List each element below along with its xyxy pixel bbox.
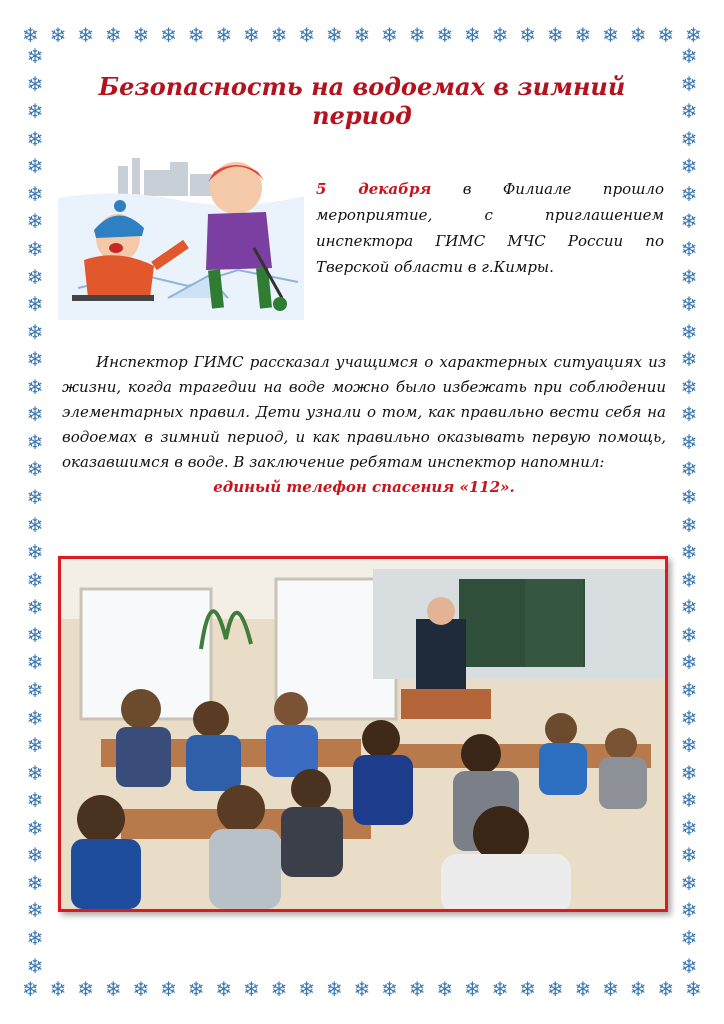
snowflake-icon: ❄	[680, 788, 698, 813]
border-right	[676, 46, 702, 976]
snowflake-icon: ❄	[680, 457, 698, 482]
snowflake-icon: ❄	[491, 977, 509, 1001]
snowflake-icon: ❄	[160, 23, 177, 47]
snowflake-icon: ❄	[26, 622, 44, 647]
snowflake-icon: ❄	[680, 512, 698, 537]
snowflake-icon: ❄	[408, 977, 426, 1001]
snowflake-icon: ❄	[464, 23, 481, 47]
event-date: 5 декабря	[316, 180, 432, 198]
snowflake-icon: ❄	[353, 977, 371, 1001]
rescue-phone-line: единый телефон спасения «112».	[213, 478, 515, 496]
snowflake-icon: ❄	[298, 977, 316, 1001]
snowflake-icon: ❄	[26, 733, 44, 758]
snowflake-icon: ❄	[26, 567, 44, 592]
snowflake-icon: ❄	[519, 23, 537, 47]
snowflake-icon: ❄	[26, 953, 44, 976]
snowflake-icon: ❄	[26, 760, 44, 785]
snowflake-icon: ❄	[26, 264, 44, 289]
body-paragraph	[62, 350, 666, 475]
snowflake-icon: ❄	[680, 429, 698, 454]
snowflake-icon: ❄	[680, 705, 698, 730]
snowflake-icon: ❄	[26, 71, 44, 96]
snowflake-icon: ❄	[491, 23, 509, 47]
snowflake-icon: ❄	[26, 926, 44, 950]
snowflake-icon: ❄	[243, 23, 260, 47]
page-title: Безопасность на водоемах в зимний период	[98, 72, 626, 130]
snowflake-icon: ❄	[602, 23, 619, 47]
snowflake-icon: ❄	[325, 23, 343, 47]
snowflake-icon: ❄	[22, 977, 39, 1001]
snowflake-icon: ❄	[680, 898, 698, 923]
snowflake-icon: ❄	[26, 181, 44, 206]
snowflake-icon: ❄	[26, 154, 44, 179]
snowflake-icon: ❄	[26, 843, 44, 868]
snowflake-icon: ❄	[680, 236, 698, 261]
snowflake-icon: ❄	[215, 23, 233, 47]
snowflake-icon: ❄	[187, 977, 205, 1001]
snowflake-icon: ❄	[132, 977, 150, 1001]
snowflake-icon: ❄	[353, 23, 371, 47]
snowflake-icon: ❄	[519, 977, 537, 1001]
snowflake-icon: ❄	[680, 292, 698, 317]
snowflake-icon: ❄	[26, 870, 44, 895]
snowflake-icon: ❄	[26, 347, 44, 372]
snowflake-icon: ❄	[26, 429, 44, 454]
snowflake-icon: ❄	[104, 977, 122, 1001]
snowflake-icon: ❄	[215, 977, 233, 1001]
snowflake-icon: ❄	[657, 23, 675, 47]
snowflake-icon: ❄	[546, 977, 564, 1001]
snowflake-icon: ❄	[270, 977, 288, 1001]
snowflake-icon: ❄	[298, 23, 316, 47]
snowflake-icon: ❄	[680, 347, 698, 372]
snowflake-icon: ❄	[26, 815, 44, 840]
snowflake-icon: ❄	[408, 23, 426, 47]
snowflake-icon: ❄	[243, 977, 260, 1001]
snowflake-icon: ❄	[680, 540, 698, 565]
border-left	[22, 46, 48, 976]
ice-danger-illustration	[58, 148, 304, 320]
snowflake-icon: ❄	[680, 677, 698, 702]
snowflake-icon: ❄	[680, 319, 698, 344]
classroom-photo	[58, 556, 668, 912]
body-paragraph-text: Инспектор ГИМС рассказал учащимся о характерных ситуациях из жизни, когда трагедии на воде можно было избежать при соблюдении элементарных правил. Дети узнали о том, как правильно вести себя на водоемах в зимний период, и как правильно оказывать первую помощь, оказавшимся в воде. В заключение ребятам инспектор напомнил:	[62, 353, 666, 471]
snowflake-icon: ❄	[680, 760, 698, 785]
snowflake-icon: ❄	[26, 209, 44, 234]
snowflake-icon: ❄	[26, 650, 44, 675]
snowflake-icon: ❄	[680, 485, 698, 509]
snowflake-icon: ❄	[574, 23, 592, 47]
snowflake-icon: ❄	[26, 595, 44, 620]
snowflake-icon: ❄	[160, 977, 177, 1001]
snowflake-icon: ❄	[22, 23, 39, 47]
snowflake-icon: ❄	[26, 126, 44, 151]
snowflake-icon: ❄	[26, 457, 44, 482]
snowflake-icon: ❄	[26, 512, 44, 537]
snowflake-icon: ❄	[436, 977, 454, 1001]
snowflake-icon: ❄	[464, 977, 481, 1001]
intro-text: в Филиале прошло мероприятие, с приглашением инспектора ГИМС МЧС России по Тверской области в г.Кимры.	[316, 180, 665, 276]
snowflake-icon: ❄	[574, 977, 592, 1001]
snowflake-icon: ❄	[602, 977, 619, 1001]
snowflake-icon: ❄	[657, 977, 675, 1001]
snowflake-icon: ❄	[680, 953, 698, 976]
snowflake-icon: ❄	[26, 485, 44, 509]
snowflake-icon: ❄	[26, 788, 44, 813]
snowflake-icon: ❄	[629, 977, 647, 1001]
intro-paragraph	[316, 176, 664, 280]
snowflake-icon: ❄	[680, 595, 698, 620]
snowflake-icon: ❄	[680, 650, 698, 675]
snowflake-icon: ❄	[104, 23, 122, 47]
snowflake-icon: ❄	[680, 181, 698, 206]
snowflake-icon: ❄	[629, 23, 647, 47]
snowflake-icon: ❄	[26, 705, 44, 730]
snowflake-icon: ❄	[680, 402, 698, 427]
snowflake-icon: ❄	[680, 154, 698, 179]
snowflake-icon: ❄	[436, 23, 454, 47]
snowflake-icon: ❄	[49, 977, 67, 1001]
snowflake-icon: ❄	[381, 977, 398, 1001]
snowflake-icon: ❄	[26, 540, 44, 565]
snowflake-icon: ❄	[77, 23, 95, 47]
snowflake-icon: ❄	[680, 209, 698, 234]
snowflake-icon: ❄	[680, 870, 698, 895]
snowflake-icon: ❄	[680, 622, 698, 647]
snowflake-icon: ❄	[26, 898, 44, 923]
snowflake-icon: ❄	[26, 46, 44, 68]
snowflake-icon: ❄	[680, 46, 698, 68]
snowflake-icon: ❄	[77, 977, 95, 1001]
snowflake-icon: ❄	[26, 677, 44, 702]
snowflake-icon: ❄	[680, 71, 698, 96]
snowflake-icon: ❄	[680, 926, 698, 950]
snowflake-icon: ❄	[187, 23, 205, 47]
snowflake-icon: ❄	[26, 402, 44, 427]
snowflake-icon: ❄	[26, 374, 44, 399]
snowflake-icon: ❄	[26, 99, 44, 124]
border-top	[22, 22, 702, 48]
snowflake-icon: ❄	[685, 977, 702, 1001]
snowflake-icon: ❄	[26, 236, 44, 261]
snowflake-icon: ❄	[680, 374, 698, 399]
snowflake-icon: ❄	[270, 23, 288, 47]
snowflake-icon: ❄	[680, 567, 698, 592]
border-bottom	[22, 976, 702, 1002]
snowflake-icon: ❄	[325, 977, 343, 1001]
snowflake-icon: ❄	[680, 126, 698, 151]
snowflake-icon: ❄	[26, 319, 44, 344]
snowflake-icon: ❄	[680, 815, 698, 840]
snowflake-icon: ❄	[680, 843, 698, 868]
snowflake-icon: ❄	[132, 23, 150, 47]
snowflake-icon: ❄	[685, 23, 702, 47]
snowflake-icon: ❄	[680, 99, 698, 124]
snowflake-icon: ❄	[26, 292, 44, 317]
snowflake-icon: ❄	[680, 733, 698, 758]
snowflake-icon: ❄	[381, 23, 398, 47]
classroom-photo-image	[61, 559, 665, 909]
snowflake-icon: ❄	[546, 23, 564, 47]
snowflake-icon: ❄	[49, 23, 67, 47]
snowflake-icon: ❄	[680, 264, 698, 289]
